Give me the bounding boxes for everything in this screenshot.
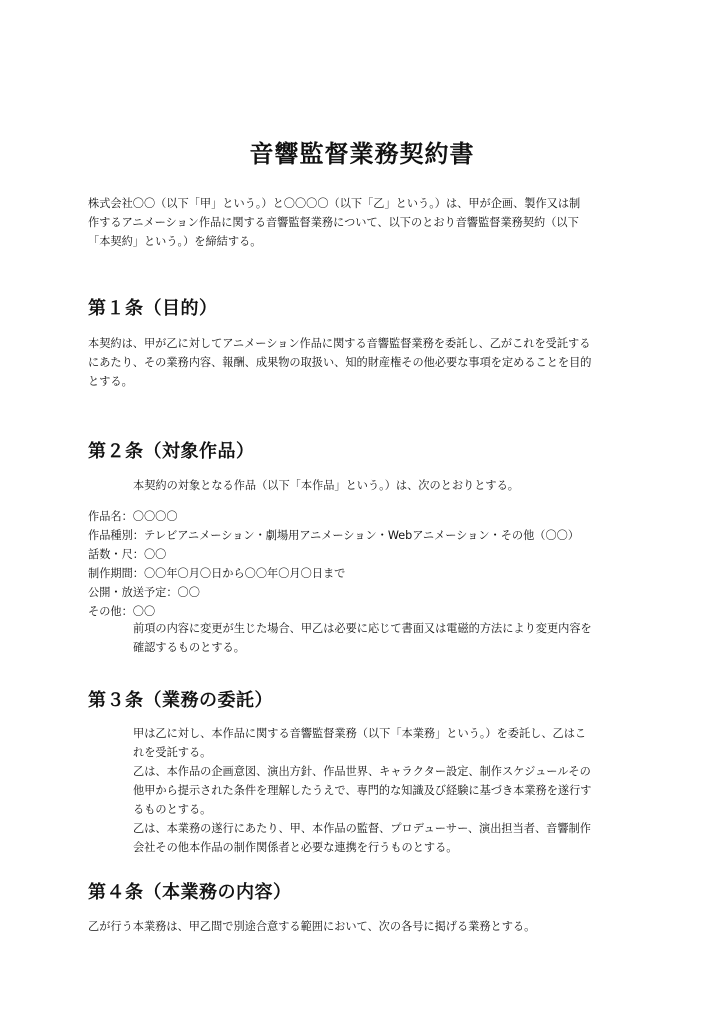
intro-line: 作するアニメーション作品に関する音響監督業務について、以下のとおり音響監督業務契約（以下 bbox=[88, 216, 579, 229]
article-2-note-line: 確認するものとする。 bbox=[133, 641, 245, 654]
article-3-heading: 第３条（業務の委託） bbox=[88, 690, 273, 711]
article-1-body bbox=[88, 334, 648, 391]
spec-other: その他：〇〇 bbox=[88, 605, 156, 618]
article-3-line: れを受託する。 bbox=[133, 746, 212, 759]
article-3-line: 乙は、本作品の企画意図、演出方針、作品世界、キャラクター設定、制作スケジュールその bbox=[133, 765, 591, 778]
intro-paragraph bbox=[88, 194, 648, 251]
spec-episodes: 話数・尺：〇〇 bbox=[88, 548, 167, 561]
article-1-line: にあたり、その業務内容、報酬、成果物の取扱い、知的財産権その他必要な事項を定めることを目的 bbox=[88, 356, 592, 369]
spec-type: 作品種別：テレビアニメーション・劇場用アニメーション・Webアニメーション・その他（〇〇） bbox=[88, 529, 580, 542]
document-title: 音響監督業務契約書 bbox=[249, 140, 475, 169]
article-3-line: るものとする。 bbox=[133, 803, 212, 816]
article-3-line: 会社その他本作品の制作関係者と必要な連携を行うものとする。 bbox=[133, 841, 458, 854]
article-1-line: とする。 bbox=[88, 375, 133, 388]
intro-line: 「本契約」という。）を締結する。 bbox=[88, 235, 262, 248]
work-spec-list bbox=[88, 507, 648, 621]
article-1-heading: 第１条（目的） bbox=[88, 298, 218, 319]
article-4-intro-line: 乙が行う本業務は、甲乙間で別途合意する範囲において、次の各号に掲げる業務とする。 bbox=[88, 920, 536, 933]
article-4-intro bbox=[88, 917, 648, 936]
article-2-note bbox=[133, 619, 643, 657]
article-2-intro bbox=[133, 476, 633, 495]
spec-title: 作品名：〇〇〇〇 bbox=[88, 510, 178, 523]
article-2-intro-line: 本契約の対象となる作品（以下「本作品」という。）は、次のとおりとする。 bbox=[133, 479, 519, 492]
article-3-line: 甲は乙に対し、本作品に関する音響監督業務（以下「本業務」という。）を委託し、乙はこ bbox=[133, 727, 587, 740]
intro-line: 株式会社〇〇（以下「甲」という。）と〇〇〇〇（以下「乙」という。）は、甲が企画、製作又は制 bbox=[88, 197, 581, 210]
article-2-heading: 第２条（対象作品） bbox=[88, 441, 255, 462]
article-2-note-line: 前項の内容に変更が生じた場合、甲乙は必要に応じて書面又は電磁的方法により変更内容を bbox=[133, 622, 592, 635]
article-3-line: 乙は、本業務の遂行にあたり、甲、本作品の監督、プロデューサー、演出担当者、音響制作 bbox=[133, 822, 591, 835]
spec-period: 制作期間：〇〇年〇月〇日から〇〇年〇月〇日まで bbox=[88, 567, 346, 580]
article-3-body bbox=[133, 724, 643, 857]
article-1-line: 本契約は、甲が乙に対してアニメーション作品に関する音響監督業務を委託し、乙がこれを受託する bbox=[88, 337, 591, 350]
spec-release: 公開・放送予定：〇〇 bbox=[88, 586, 200, 599]
article-3-line: 他甲から提示された条件を理解したうえで、専門的な知識及び経験に基づき本業務を遂行す bbox=[133, 784, 592, 797]
article-4-heading: 第４条（本業務の内容） bbox=[88, 882, 292, 903]
